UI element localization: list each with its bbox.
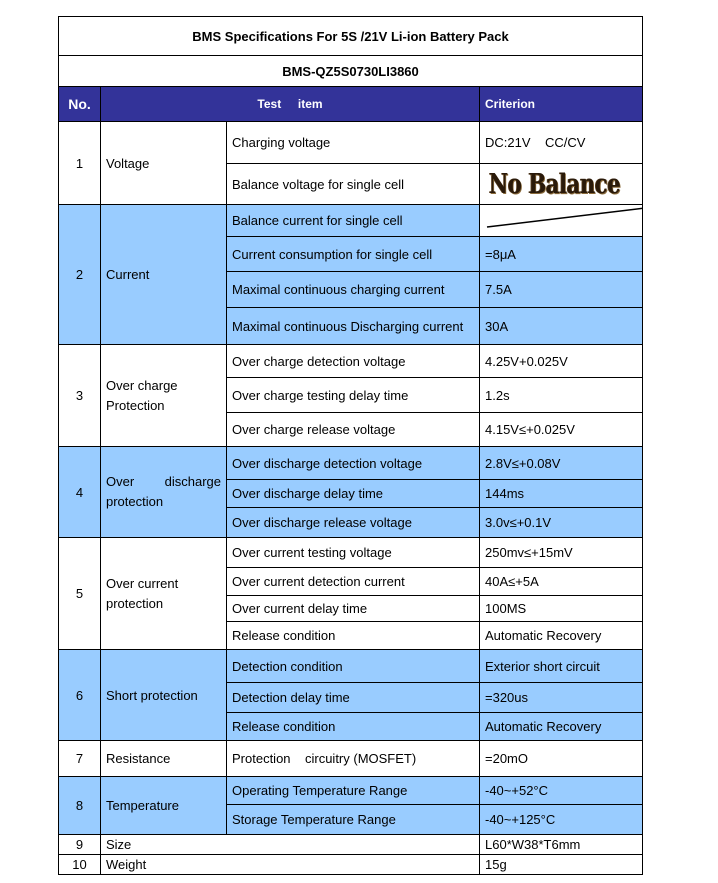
criterion-value: 4.25V+0.025V	[480, 345, 643, 378]
criterion-value: Automatic Recovery	[480, 713, 643, 741]
test-item: Operating Temperature Range	[227, 777, 480, 805]
test-item: Over discharge delay time	[227, 480, 480, 508]
criterion-value: =320us	[480, 683, 643, 713]
model-number: BMS-QZ5S0730LI3860	[59, 56, 643, 87]
group-category: Weight	[101, 855, 480, 875]
test-item: Maximal continuous Discharging current	[227, 308, 480, 345]
test-item: Maximal continuous charging current	[227, 272, 480, 308]
criterion-value: 4.15V≤+0.025V	[480, 413, 643, 447]
no-balance-stamp: No Balance	[480, 164, 643, 205]
group-category: Short protection	[101, 650, 227, 741]
criterion-value: 144ms	[480, 480, 643, 508]
criterion-value: 100MS	[480, 596, 643, 622]
group-number: 2	[59, 205, 101, 345]
test-item: Release condition	[227, 622, 480, 650]
test-item: Release condition	[227, 713, 480, 741]
group-number: 1	[59, 122, 101, 205]
criterion-value: 30A	[480, 308, 643, 345]
group-resistance	[59, 741, 643, 777]
group-category: Current	[101, 205, 227, 345]
group-number: 5	[59, 538, 101, 650]
test-item: Over charge detection voltage	[227, 345, 480, 378]
group-temperature	[59, 777, 643, 835]
table-row	[59, 777, 643, 805]
test-item: Charging voltage	[227, 122, 480, 164]
table-row	[59, 345, 643, 378]
test-item: Detection condition	[227, 650, 480, 683]
test-item: Over discharge detection voltage	[227, 447, 480, 480]
group-category: Voltage	[101, 122, 227, 205]
test-item: Over current detection current	[227, 568, 480, 596]
group-category: Resistance	[101, 741, 227, 777]
criterion-value: -40~+125°C	[480, 805, 643, 835]
test-item: Over current testing voltage	[227, 538, 480, 568]
test-item: Over charge release voltage	[227, 413, 480, 447]
group-number: 4	[59, 447, 101, 538]
table-row	[59, 205, 643, 237]
group-number: 7	[59, 741, 101, 777]
criterion-value: 40A≤+5A	[480, 568, 643, 596]
table-row	[59, 447, 643, 480]
group-over-current	[59, 538, 643, 650]
header-test-item: Test item	[101, 87, 480, 122]
slash-line	[485, 205, 643, 236]
table-row	[59, 538, 643, 568]
group-over-discharge	[59, 447, 643, 538]
criterion-value: 250mv≤+15mV	[480, 538, 643, 568]
group-voltage	[59, 122, 643, 205]
test-item: Over current delay time	[227, 596, 480, 622]
group-over-charge	[59, 345, 643, 447]
criterion-value: =20mO	[480, 741, 643, 777]
group-category: Over discharge protection	[101, 447, 227, 538]
group-number: 3	[59, 345, 101, 447]
criterion-value	[480, 205, 643, 237]
criterion-value: -40~+52°C	[480, 777, 643, 805]
group-short-protection	[59, 650, 643, 741]
test-item: Balance current for single cell	[227, 205, 480, 237]
criterion-value: 2.8V≤+0.08V	[480, 447, 643, 480]
group-number: 9	[59, 835, 101, 855]
group-category: Over charge Protection	[101, 345, 227, 447]
criterion-value: Exterior short circuit	[480, 650, 643, 683]
test-item: Over discharge release voltage	[227, 508, 480, 538]
table-row	[59, 650, 643, 683]
criterion-value: Automatic Recovery	[480, 622, 643, 650]
group-number: 8	[59, 777, 101, 835]
document-title: BMS Specifications For 5S /21V Li-ion Battery Pack	[59, 17, 643, 56]
table-row	[59, 835, 643, 855]
test-item: Protection circuitry (MOSFET)	[227, 741, 480, 777]
group-physical	[59, 835, 643, 875]
test-item: Over charge testing delay time	[227, 378, 480, 413]
group-category: Size	[101, 835, 480, 855]
group-category: Over current protection	[101, 538, 227, 650]
criterion-value: 3.0v≤+0.1V	[480, 508, 643, 538]
header-criterion: Criterion	[480, 87, 643, 122]
group-number: 10	[59, 855, 101, 875]
table-row	[59, 855, 643, 875]
test-item: Detection delay time	[227, 683, 480, 713]
criterion-value: 15g	[480, 855, 643, 875]
criterion-value: L60*W38*T6mm	[480, 835, 643, 855]
test-item: Current consumption for single cell	[227, 237, 480, 272]
group-number: 6	[59, 650, 101, 741]
header-no: No.	[59, 87, 101, 122]
criterion-value: =8μA	[480, 237, 643, 272]
spec-table	[58, 16, 643, 875]
test-item: Storage Temperature Range	[227, 805, 480, 835]
group-current	[59, 205, 643, 345]
table-row	[59, 741, 643, 777]
group-category: Temperature	[101, 777, 227, 835]
criterion-value: 1.2s	[480, 378, 643, 413]
test-item: Balance voltage for single cell	[227, 164, 480, 205]
table-row	[59, 122, 643, 164]
criterion-value: DC:21V CC/CV	[480, 122, 643, 164]
criterion-value: 7.5A	[480, 272, 643, 308]
